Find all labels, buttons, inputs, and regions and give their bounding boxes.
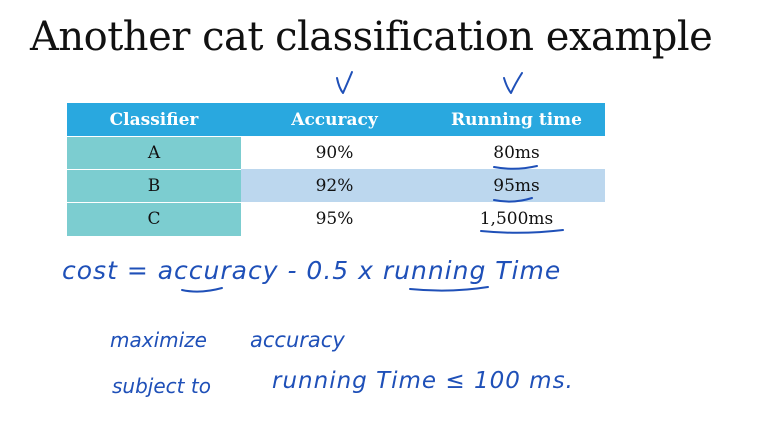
header-running-time: Running time	[451, 109, 582, 130]
maximize-label: maximize	[110, 328, 207, 352]
table-row	[67, 202, 605, 235]
slide-title: Another cat classification example	[30, 14, 713, 60]
running-time-cell: 1,500ms	[479, 208, 554, 229]
table-row	[67, 169, 605, 202]
header-classifier: Classifier	[109, 109, 199, 130]
accuracy-cell: 92%	[315, 175, 354, 196]
header-accuracy: Accuracy	[291, 109, 378, 130]
accuracy-cell: 95%	[315, 208, 354, 229]
underline-running-time	[410, 287, 488, 291]
constraint: running Time ≤ 100 ms.	[272, 368, 574, 394]
check-mark-accuracy	[337, 72, 352, 93]
check-mark-running-time	[504, 73, 522, 93]
classifier-cell: A	[67, 136, 241, 170]
classifier-table	[67, 103, 605, 235]
classifier-cell: C	[67, 202, 241, 236]
running-time-cell: 80ms	[493, 142, 540, 163]
table-row	[67, 136, 605, 169]
underline-accuracy	[182, 288, 222, 292]
table-header-row	[67, 103, 605, 136]
classifier-cell: B	[67, 169, 241, 203]
subject-to-label: subject to	[112, 374, 211, 398]
accuracy-cell: 90%	[315, 142, 354, 163]
cost-formula: cost = accuracy - 0.5 x running Time	[62, 256, 562, 285]
maximize-target: accuracy	[250, 328, 345, 352]
running-time-cell: 95ms	[493, 175, 540, 196]
